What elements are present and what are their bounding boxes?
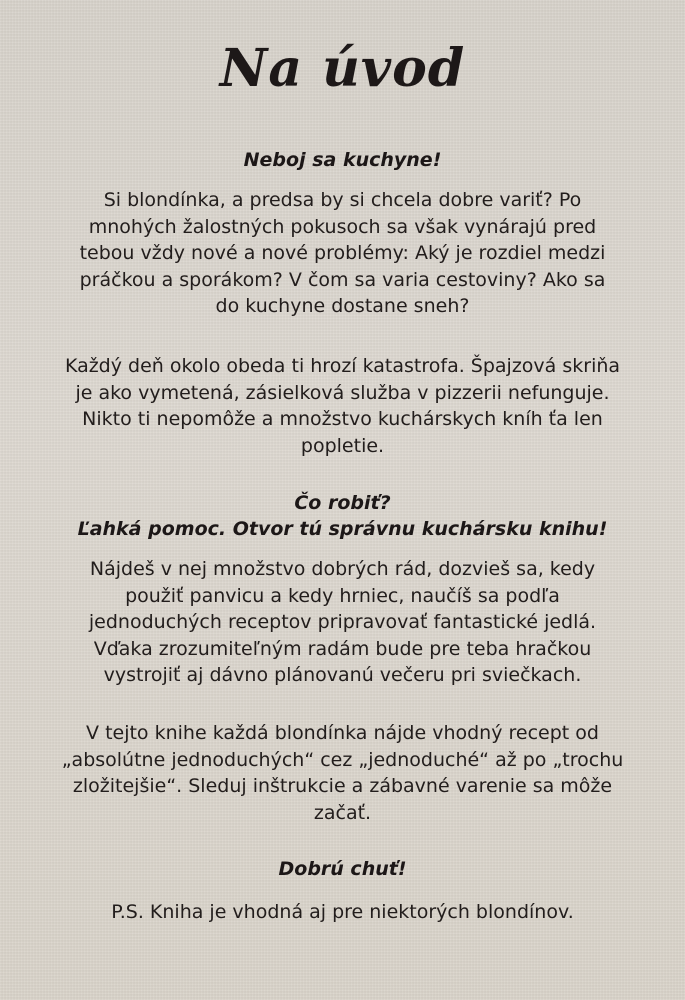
page-title: Na úvod xyxy=(219,38,466,99)
heading-line: Ľahká pomoc. Otvor tú správnu kuchársku knihu! xyxy=(77,518,608,540)
section-heading-co-robit xyxy=(0,490,685,542)
paragraph-line: Si blondínka, a predsa by si chcela dobre variť? Po xyxy=(103,189,582,211)
paragraph-line: Vďaka zrozumiteľným radám bude pre teba hračkou xyxy=(93,637,592,660)
paragraph-line: zložitejšie“. Sleduj inštrukcie a zábavné varenie sa môže xyxy=(72,775,613,797)
paragraph-line: začať. xyxy=(313,801,372,824)
paragraph-ps xyxy=(30,899,655,926)
paragraph-line: popletie. xyxy=(300,434,385,457)
paragraph-intro xyxy=(30,187,655,320)
paragraph-line: Každý deň okolo obeda ti hrozí katastrofa. Špajzová skriňa xyxy=(64,355,621,377)
paragraph-line: Nájdeš v nej množstvo dobrých rád, dozvieš sa, kedy xyxy=(89,558,596,580)
paragraph-line: „absolútne jednoduchých“ cez „jednoduché“ až po „trochu xyxy=(61,748,624,771)
paragraph-line: tebou vždy nové a nové problémy: Aký je rozdiel medzi xyxy=(79,242,606,264)
paragraph-line: je ako vymetená, zásielková služba v pizzerii nefunguje. xyxy=(75,381,610,404)
paragraph-recepty xyxy=(30,720,655,826)
heading-line: Čo robiť? xyxy=(294,492,391,514)
paragraph-line: práčkou a sporákom? V čom sa varia cestoviny? Ako sa xyxy=(79,268,606,291)
section-heading-neboj: Neboj sa kuchyne! xyxy=(243,149,442,171)
paragraph-line: použiť panvicu a kedy hrniec, naučíš sa podľa xyxy=(125,584,560,607)
paragraph-line: mnohých žalostných pokusoch sa však vynárajú pred xyxy=(88,215,597,238)
paragraph-line: V tejto knihe každá blondínka nájde vhodný recept od xyxy=(86,722,599,744)
paragraph-line: P.S. Kniha je vhodná aj pre niektorých blondínov. xyxy=(111,901,574,923)
paragraph-line: jednoduchých receptov pripravovať fantastické jedlá. xyxy=(88,611,597,633)
paragraph-line: do kuchyne dostane sneh? xyxy=(215,295,470,317)
section-heading-dobru-chut: Dobrú chuť! xyxy=(278,858,407,880)
paragraph-line: vystrojiť aj dávno plánovanú večeru pri sviečkach. xyxy=(103,664,582,686)
paragraph-katastrofa xyxy=(30,353,655,459)
paragraph-najdes xyxy=(30,556,655,689)
paragraph-line: Nikto ti nepomôže a množstvo kuchárskych kníh ťa len xyxy=(82,408,603,430)
